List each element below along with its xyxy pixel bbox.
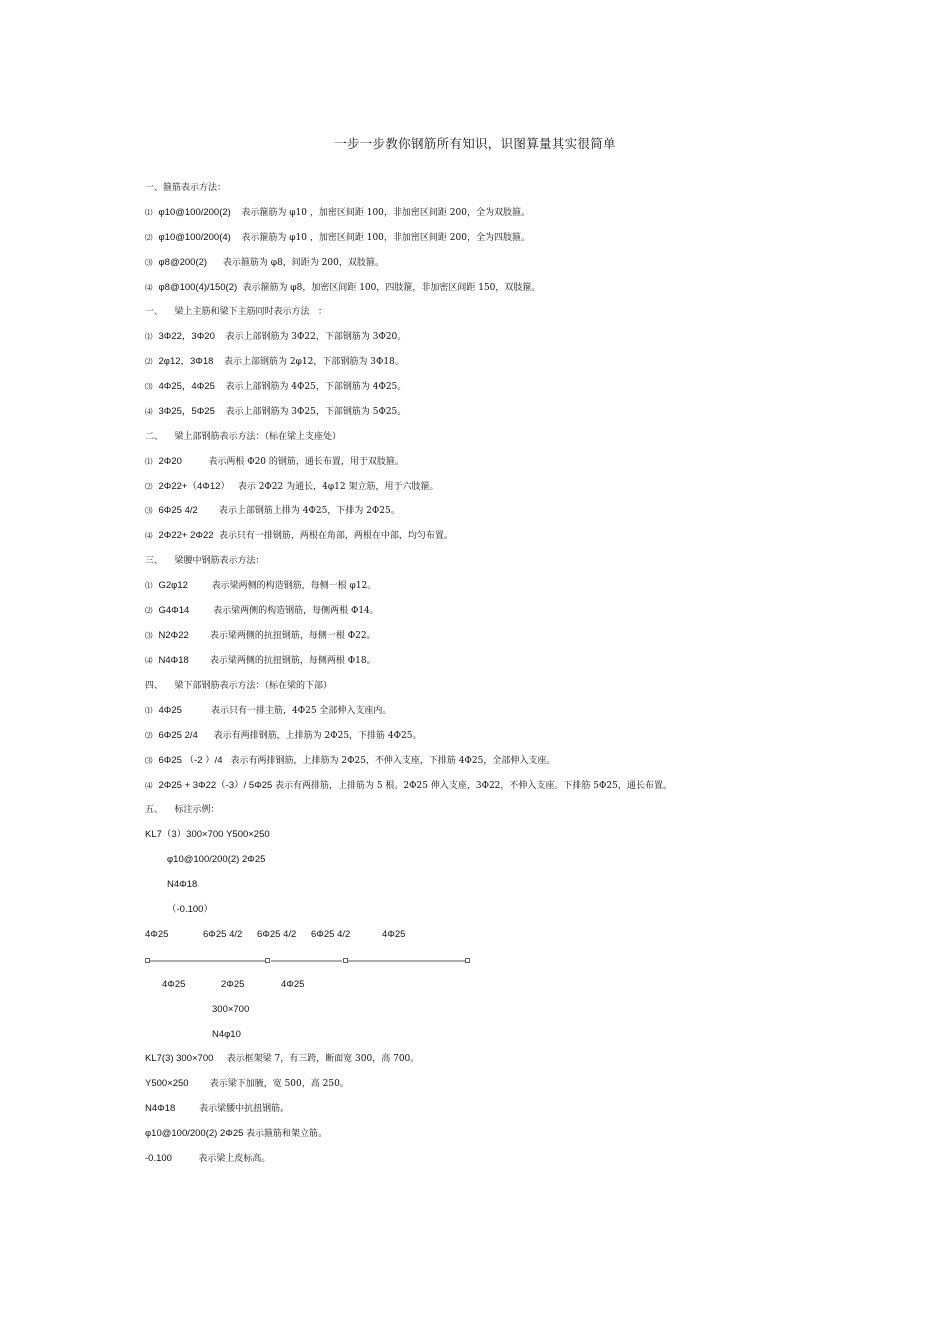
item-number: ⑴ <box>145 332 153 341</box>
item-desc: 表示有两排筋，上排筋为 5 根。2Φ25 伸入支座，3Φ22，不伸入支座。下排筋 5Φ25，通长布置。 <box>274 781 672 791</box>
explain-code: N4Φ18 <box>145 1103 176 1114</box>
list-item <box>145 331 406 343</box>
support-node <box>344 959 348 963</box>
item-number: ⑷ <box>145 656 153 665</box>
item-desc: 表示只有一排钢筋，两根在角部，两根在中部，均匀布置。 <box>218 531 453 541</box>
section-heading: 五、 标注示例： <box>145 805 220 815</box>
top-rebar-label: 4Φ25 <box>145 929 169 940</box>
item-desc: 表示梁两侧的抗扭钢筋，每侧一根 Φ22。 <box>209 631 376 641</box>
item-code: φ8@100(4)/150(2) <box>158 282 238 293</box>
item-desc: 表示上部钢筋上排为 4Φ25，下排为 2Φ25。 <box>218 506 400 516</box>
item-desc: 表示两根 Φ20 的钢筋，通长布置，用于双肢箍。 <box>208 457 404 467</box>
item-number: ⑵ <box>145 233 153 242</box>
item-code: G4Φ14 <box>158 605 190 616</box>
list-item <box>145 481 438 493</box>
list-item <box>145 406 406 418</box>
example-stirrup-label: φ10@100/200(2) 2Φ25 <box>167 854 266 865</box>
item-code: 2Φ20 <box>158 456 182 467</box>
list-item <box>145 655 376 667</box>
list-item <box>145 780 672 792</box>
item-desc: 表示箍筋为 φ10 ，加密区间距 100，非加密区间距 200，全为双肢箍。 <box>241 208 530 218</box>
item-code: 6Φ25 2/4 <box>158 730 198 741</box>
item-desc: 表示有两排钢筋，上排筋为 2Φ25，不伸入支座，下排筋 4Φ25，全部伸入支座。 <box>230 756 556 766</box>
explain-code: -0.100 <box>145 1153 172 1164</box>
list-item <box>145 257 384 269</box>
explain-item <box>145 1078 349 1090</box>
item-code: 2Φ22+（4Φ12） <box>158 481 230 492</box>
item-number: ⑷ <box>145 781 153 790</box>
item-code: φ8@200(2) <box>158 257 208 268</box>
section-heading: 四、 梁下部钢筋表示方法：（标在梁的下部） <box>145 681 332 691</box>
item-code: 4Φ25，4Φ25 <box>158 381 215 392</box>
item-number: ⑶ <box>145 506 153 515</box>
item-number: ⑷ <box>145 407 153 416</box>
example-beam-label: KL7（3）300×700 Y500×250 <box>145 829 270 840</box>
bottom-rebar-label: 4Φ25 <box>162 979 186 990</box>
item-desc: 表示箍筋为 φ8，加密区间距 100，四肢箍，非加密区间距 150，双肢箍。 <box>242 283 541 293</box>
list-item <box>145 755 555 767</box>
list-item <box>145 705 391 717</box>
top-rebar-label: 6Φ25 4/2 <box>257 929 297 940</box>
item-desc: 表示有两排钢筋，上排筋为 2Φ25，下排筋 4Φ25。 <box>213 731 422 741</box>
item-code: φ10@100/200(4) <box>158 232 231 243</box>
section-heading: 二、 梁上部钢筋表示方法：（标在梁上支座处） <box>145 432 341 442</box>
item-number: ⑵ <box>145 482 153 491</box>
item-desc: 表示上部钢筋为 2φ12，下部钢筋为 3Φ18。 <box>224 357 404 367</box>
item-desc: 表示上部钢筋为 4Φ25，下部钢筋为 4Φ25。 <box>225 382 407 392</box>
item-number: ⑷ <box>145 531 153 540</box>
item-number: ⑵ <box>145 606 153 615</box>
item-number: ⑵ <box>145 731 153 740</box>
item-number: ⑵ <box>145 357 153 366</box>
item-code: N2Φ22 <box>158 630 189 641</box>
explain-item <box>145 1128 327 1140</box>
item-desc: 表示梁两侧的构造钢筋，每侧两根 Φ14。 <box>213 606 379 616</box>
list-item <box>145 232 530 244</box>
explain-desc: 表示梁下加腋，宽 500，高 250。 <box>209 1079 349 1089</box>
item-code: 2φ12，3Φ18 <box>158 356 214 367</box>
list-item <box>145 282 540 294</box>
item-desc: 表示 2Φ22 为通长，4φ12 架立筋，用于六肢箍。 <box>237 482 439 492</box>
support-node <box>266 959 270 963</box>
explain-item <box>145 1153 270 1165</box>
item-code: 6Φ25 （-2 ）/4 <box>158 755 223 766</box>
explain-desc: 表示梁腰中抗扭钢筋。 <box>199 1104 290 1114</box>
document-title: 一步一步教你钢筋所有知识，识图算量其实很简单 <box>334 136 616 151</box>
item-number: ⑴ <box>145 208 153 217</box>
item-desc: 表示箍筋为 φ8，间距为 200，双肢箍。 <box>222 258 384 268</box>
item-code: 6Φ25 4/2 <box>158 505 198 516</box>
list-item <box>145 630 376 642</box>
top-rebar-label: 6Φ25 4/2 <box>311 929 351 940</box>
item-number: ⑴ <box>145 706 153 715</box>
explain-code: Y500×250 <box>145 1078 189 1089</box>
item-number: ⑴ <box>145 457 153 466</box>
list-item <box>145 730 421 742</box>
list-item <box>145 605 379 617</box>
bottom-rebar-label: 4Φ25 <box>281 979 305 990</box>
list-item <box>145 505 400 517</box>
item-code: 2Φ25 + 3Φ22（-3）/ 5Φ25 <box>158 780 273 791</box>
example-elevation-label: （-0.100） <box>167 904 213 915</box>
list-item <box>145 356 404 368</box>
item-code: G2φ12 <box>158 580 188 591</box>
bottom-rebar-label: 2Φ25 <box>221 979 245 990</box>
item-desc: 表示箍筋为 φ10 ，加密区间距 100，非加密区间距 200，全为四肢箍。 <box>241 233 530 243</box>
section-heading: 一、箍筋表示方法： <box>145 183 227 193</box>
section-heading: 一、 梁上主筋和梁下主筋同时表示方法 ： <box>145 307 328 317</box>
item-code: 2Φ22+ 2Φ22 <box>158 530 214 541</box>
item-number: ⑴ <box>145 581 153 590</box>
explain-desc: 表示框架梁 7，有三跨，断面宽 300，高 700。 <box>226 1054 420 1064</box>
top-rebar-label: 6Φ25 4/2 <box>203 929 243 940</box>
beam-span-diagram <box>145 955 475 967</box>
item-number: ⑶ <box>145 756 153 765</box>
explain-item <box>145 1053 419 1065</box>
item-code: φ10@100/200(2) <box>158 207 231 218</box>
item-desc: 表示上部钢筋为 3Φ25，下部钢筋为 5Φ25。 <box>225 407 407 417</box>
list-item <box>145 381 406 393</box>
item-desc: 表示只有一排主筋，4Φ25 全部伸入支座内。 <box>210 706 392 716</box>
support-node <box>146 959 150 963</box>
item-number: ⑶ <box>145 258 153 267</box>
explain-code: φ10@100/200(2) 2Φ25 <box>145 1128 244 1139</box>
item-desc: 表示梁两侧的构造钢筋，每侧一根 φ12。 <box>211 581 377 591</box>
list-item <box>145 530 453 542</box>
explain-desc: 表示梁上皮标高。 <box>198 1154 271 1164</box>
item-desc: 表示上部钢筋为 3Φ22，下部钢筋为 3Φ20。 <box>225 332 407 342</box>
list-item <box>145 456 404 468</box>
list-item <box>145 580 376 592</box>
support-node <box>466 959 470 963</box>
item-code: 4Φ25 <box>158 705 182 716</box>
stirrup-count-label: N4φ10 <box>212 1029 241 1040</box>
explain-item <box>145 1103 289 1115</box>
explain-desc: 表示箍筋和架立筋。 <box>246 1129 328 1139</box>
top-rebar-label: 4Φ25 <box>382 929 406 940</box>
item-number: ⑶ <box>145 631 153 640</box>
item-number: ⑷ <box>145 283 153 292</box>
item-code: 3Φ25，5Φ25 <box>158 406 215 417</box>
section-size-label: 300×700 <box>212 1004 250 1015</box>
section-heading: 三、 梁腰中钢筋表示方法： <box>145 556 265 566</box>
item-code: N4Φ18 <box>158 655 189 666</box>
list-item <box>145 207 530 219</box>
example-torsion-label: N4Φ18 <box>167 879 198 890</box>
explain-code: KL7(3) 300×700 <box>145 1053 214 1064</box>
item-desc: 表示梁两侧的抗扭钢筋，每侧两根 Φ18。 <box>209 656 376 666</box>
item-code: 3Φ22，3Φ20 <box>158 331 215 342</box>
item-number: ⑶ <box>145 382 153 391</box>
